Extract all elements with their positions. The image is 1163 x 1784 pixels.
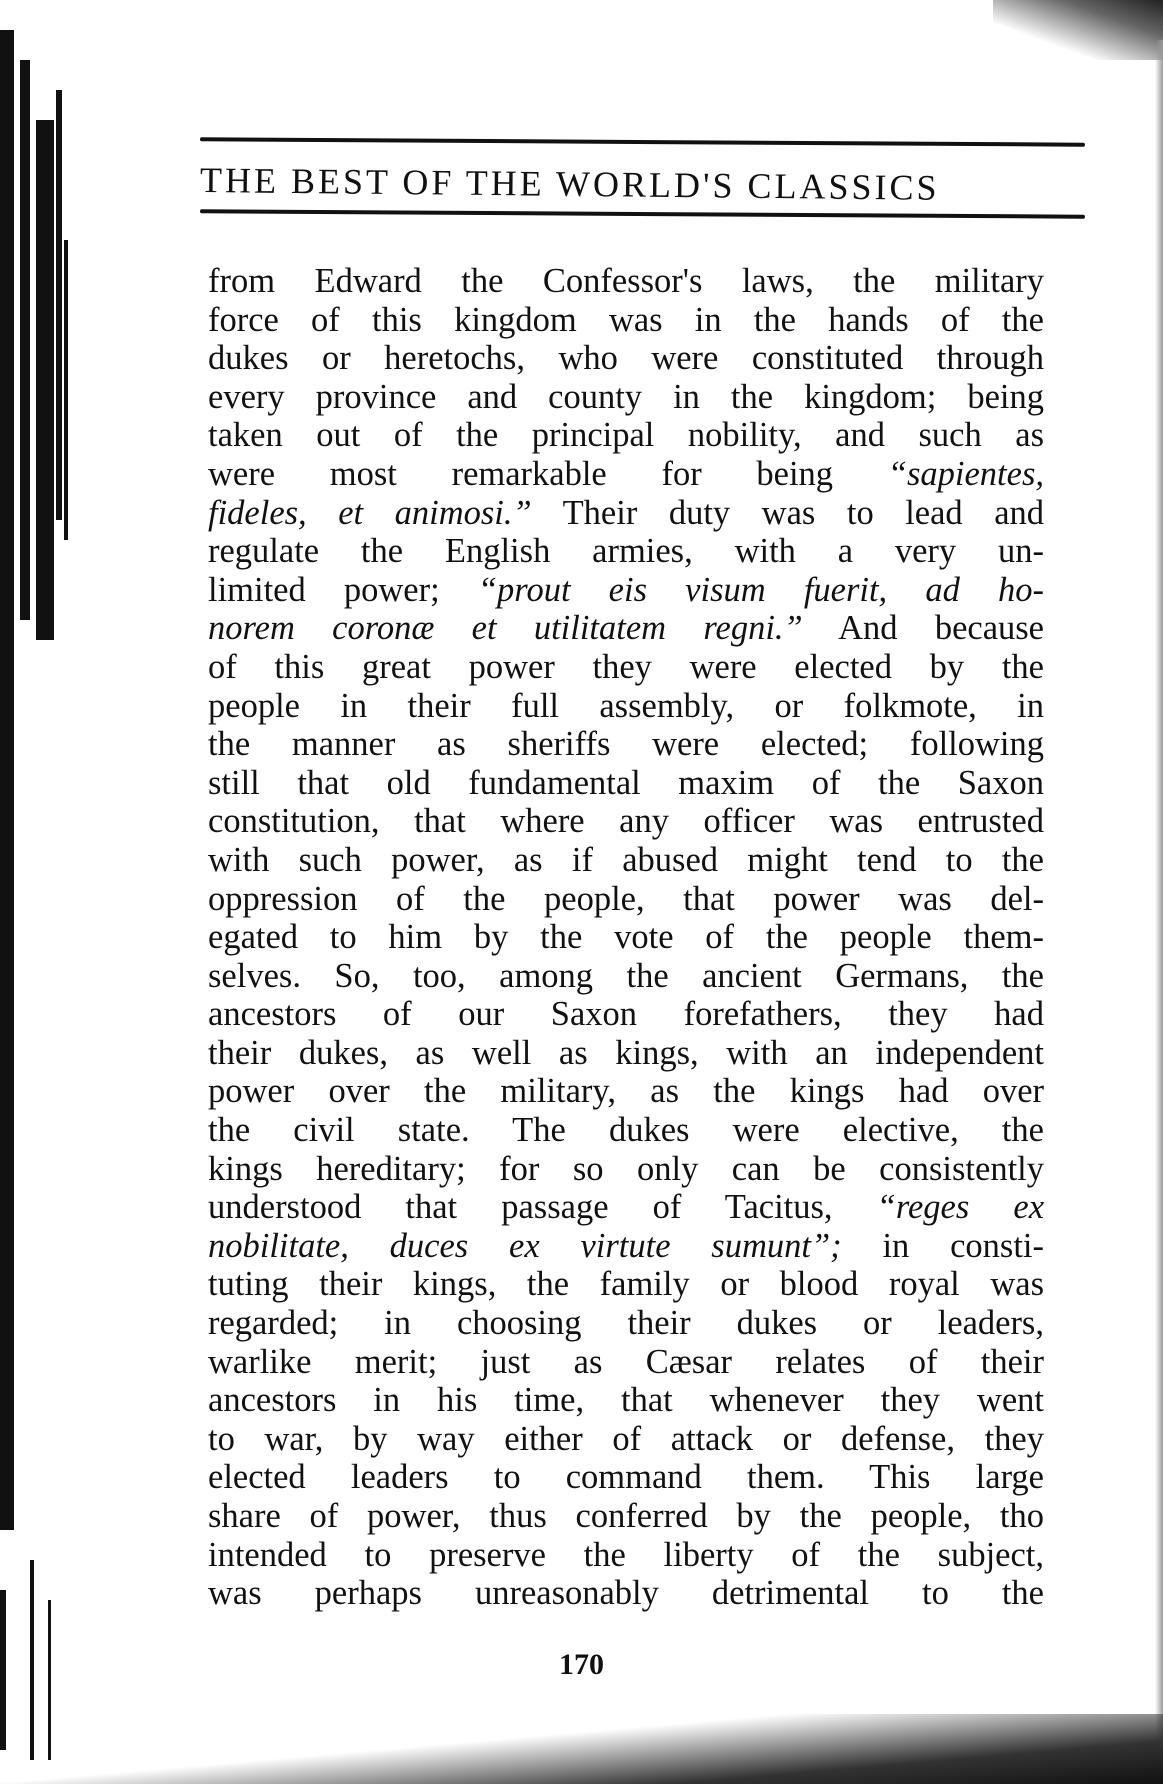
- text-line: [208, 764, 1044, 803]
- text-run: from Edward the Confessor's laws, the military: [208, 262, 1044, 300]
- italic-phrase: norem coronæ et utilitatem regni.”: [208, 609, 803, 648]
- scan-bar: [64, 240, 68, 540]
- text-run: warlike merit; just as Cæsar relates of their: [208, 1342, 1044, 1381]
- text-line: [208, 1420, 1044, 1459]
- text-run: force of this kingdom was in the hands of the: [208, 300, 1044, 339]
- text-run: regarded; in choosing their dukes or leaders,: [208, 1304, 1044, 1343]
- text-line: [208, 455, 1044, 494]
- text-run: was perhaps unreasonably detrimental to the: [208, 1574, 1044, 1613]
- text-run: with such power, as if abused might tend to the: [208, 840, 1044, 879]
- text-run: of this great power they were elected by the: [208, 647, 1044, 686]
- italic-phrase: “sapientes,: [887, 454, 1044, 493]
- text-run: understood that passage of Tacitus,: [208, 1188, 877, 1227]
- text-line: [208, 609, 1044, 648]
- scan-bar: [0, 30, 14, 1530]
- text-line: [208, 301, 1044, 340]
- text-line: [208, 802, 1044, 841]
- text-run: taken out of the principal nobility, and such as: [208, 416, 1044, 455]
- text-line: [208, 1150, 1044, 1189]
- text-run: dukes or heretochs, who were constituted through: [208, 339, 1044, 378]
- text-run: share of power, thus conferred by the people, tho: [208, 1497, 1044, 1535]
- text-run: egated to him by the vote of the people them-: [208, 918, 1044, 957]
- text-run: constitution, that where any officer was entrusted: [208, 802, 1044, 841]
- text-line: [208, 1536, 1044, 1575]
- text-line: [208, 1458, 1044, 1497]
- text-run: Their duty was to lead and: [531, 493, 1045, 532]
- scan-bar: [56, 90, 62, 520]
- page-number: 170: [559, 1648, 604, 1681]
- scan-bar: [36, 120, 54, 640]
- text-run: And because: [802, 609, 1044, 648]
- text-line: [208, 1227, 1044, 1266]
- text-line: [208, 416, 1044, 455]
- text-run: the manner as sheriffs were elected; following: [208, 725, 1044, 764]
- text-run: still that old fundamental maxim of the Saxon: [208, 763, 1044, 802]
- text-line: [208, 725, 1044, 764]
- text-line: [208, 1574, 1044, 1613]
- text-run: elected leaders to command them. This large: [208, 1458, 1044, 1497]
- text-line: [208, 1034, 1044, 1073]
- text-run: kings hereditary; for so only can be consistently: [208, 1149, 1044, 1188]
- text-line: [208, 1381, 1044, 1420]
- text-line: [208, 648, 1044, 687]
- text-line: [208, 841, 1044, 880]
- text-run: the civil state. The dukes were elective, the: [208, 1111, 1044, 1150]
- body-text: [208, 262, 1044, 1613]
- text-run: power over the military, as the kings had over: [208, 1072, 1044, 1111]
- running-head: [200, 140, 1085, 216]
- text-line: [208, 1072, 1044, 1111]
- text-run: every province and county in the kingdom; being: [208, 377, 1044, 416]
- text-line: [208, 995, 1044, 1034]
- text-line: [208, 1343, 1044, 1382]
- text-run: intended to preserve the liberty of the subject,: [208, 1535, 1044, 1574]
- text-line: [208, 1265, 1044, 1304]
- text-run: to war, by way either of attack or defense, they: [208, 1419, 1044, 1458]
- text-line: [208, 918, 1044, 957]
- text-run: ancestors in his time, that whenever they went: [208, 1381, 1044, 1420]
- text-run: people in their full assembly, or folkmote, in: [208, 686, 1044, 725]
- text-run: tuting their kings, the family or blood royal was: [208, 1265, 1044, 1304]
- text-line: [208, 339, 1044, 378]
- header-rule-bottom: [200, 209, 1085, 218]
- header-rule-top: [200, 137, 1085, 146]
- text-line: [208, 1111, 1044, 1150]
- text-run: oppression of the people, that power was del-: [208, 879, 1044, 918]
- italic-phrase: “reges ex: [876, 1188, 1045, 1227]
- italic-phrase: fideles, et animosi.”: [208, 493, 532, 532]
- text-run: were most remarkable for being: [208, 454, 888, 493]
- text-line: [208, 262, 1044, 301]
- text-line: [208, 1188, 1044, 1227]
- text-line: [208, 957, 1044, 996]
- scan-corner-shadow: [993, 0, 1163, 60]
- text-line: [208, 1304, 1044, 1343]
- text-line: [208, 687, 1044, 726]
- text-line: [208, 1497, 1044, 1536]
- text-run: ancestors of our Saxon forefathers, they had: [208, 995, 1044, 1034]
- text-line: [208, 494, 1044, 533]
- scan-gutter-shadow: [0, 0, 70, 1784]
- running-head-title: THE BEST OF THE WORLD'S CLASSICS: [199, 160, 940, 208]
- text-line: [208, 571, 1044, 610]
- italic-phrase: “prout eis visum fuerit, ad ho-: [477, 570, 1044, 609]
- text-run: selves. So, too, among the ancient Germans, the: [208, 956, 1044, 995]
- text-line: [208, 532, 1044, 571]
- text-run: regulate the English armies, with a very un-: [208, 532, 1044, 571]
- scan-right-edge: [1155, 40, 1163, 1740]
- text-run: in consti-: [841, 1226, 1045, 1265]
- text-line: [208, 880, 1044, 919]
- scan-bar: [20, 60, 30, 620]
- scan-bottom-shadow: [0, 1714, 1163, 1784]
- text-run: their dukes, as well as kings, with an independent: [208, 1033, 1044, 1072]
- italic-phrase: nobilitate, duces ex virtute sumunt”;: [208, 1226, 842, 1265]
- text-line: [208, 378, 1044, 417]
- text-run: limited power;: [208, 570, 478, 609]
